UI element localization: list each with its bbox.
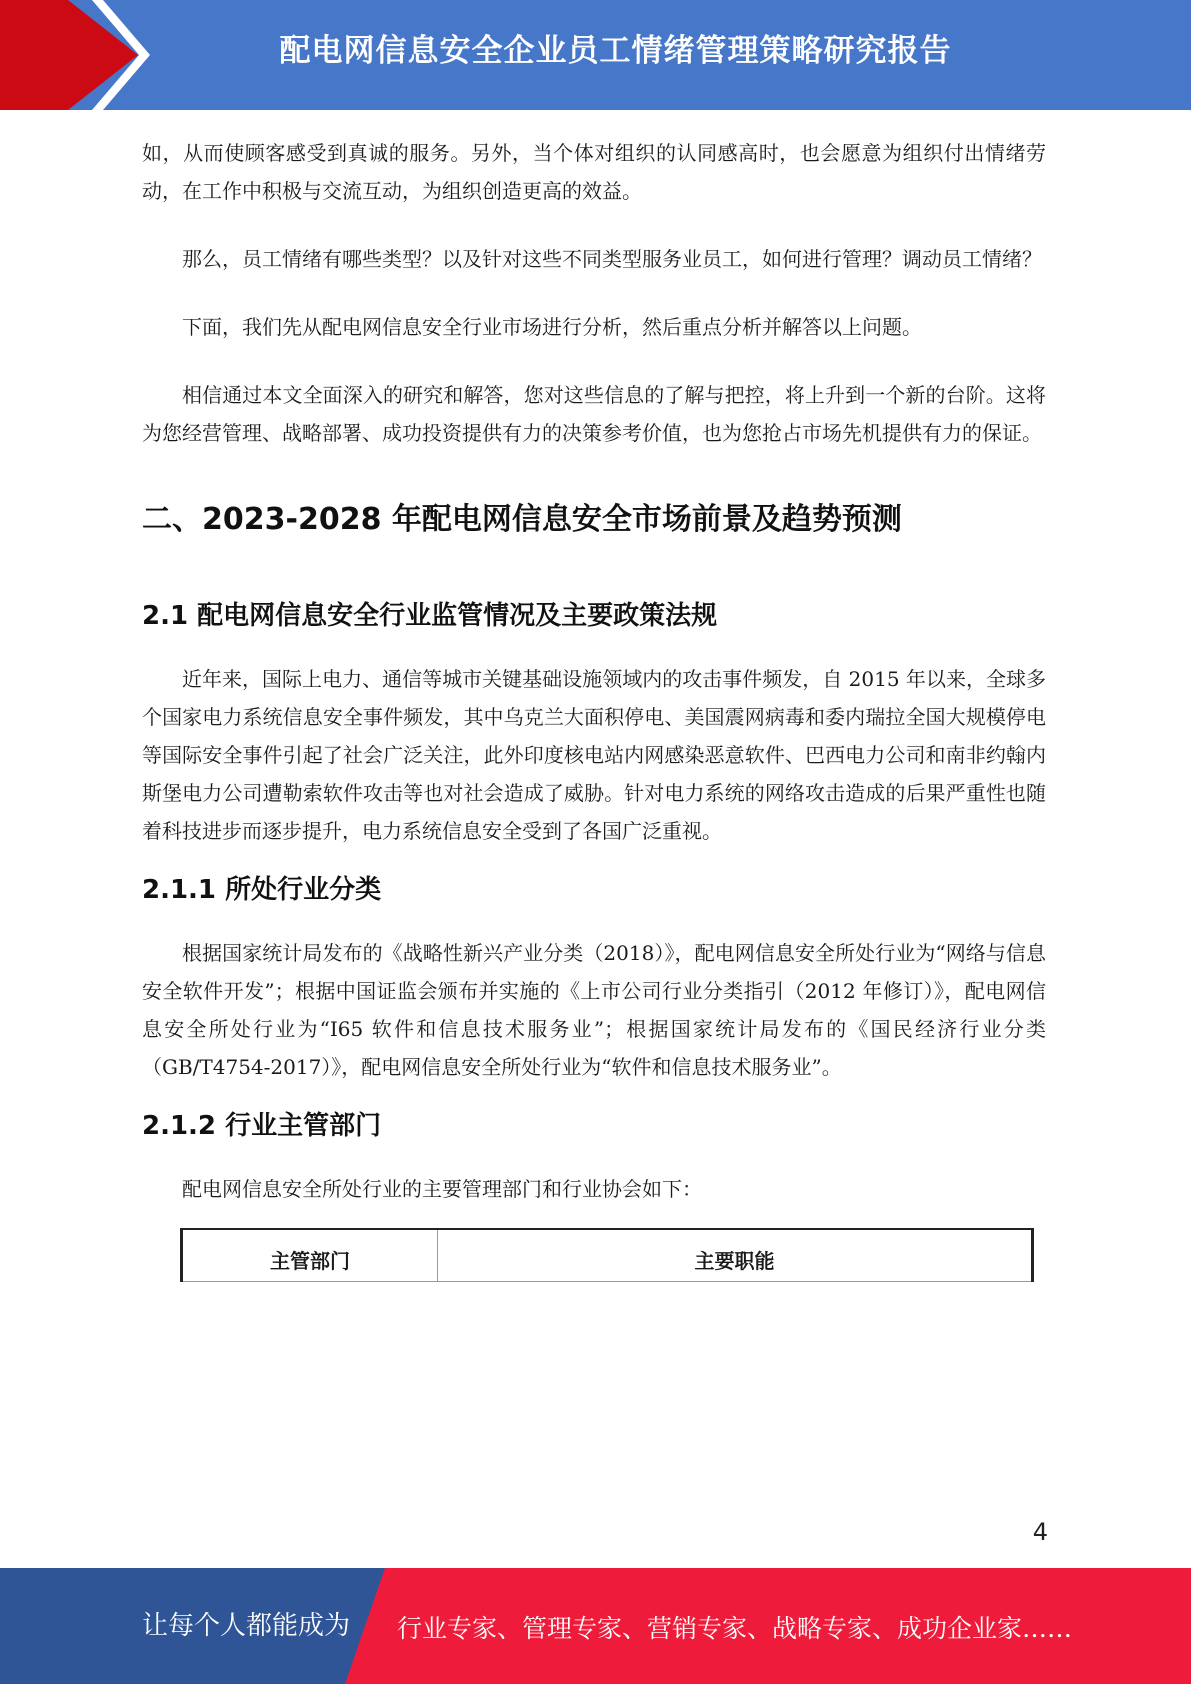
section-heading: 二、2023-2028 年配电网信息安全市场前景及趋势预测 — [142, 502, 902, 537]
page-number: 4 — [1032, 1518, 1048, 1546]
report-title: 配电网信息安全企业员工情绪管理策略研究报告 — [279, 33, 952, 69]
table-header-department: 主管部门 — [182, 1229, 438, 1282]
subsection-heading-2-1-2: 2.1.2 行业主管部门 — [142, 1111, 382, 1141]
subsection-heading-2-1-1: 2.1.1 所处行业分类 — [142, 875, 382, 905]
page-header — [0, 0, 1191, 110]
departments-table-wrapper — [180, 1228, 1034, 1282]
table-header-functions: 主要职能 — [438, 1229, 1033, 1282]
subsection-heading-2-1: 2.1 配电网信息安全行业监管情况及主要政策法规 — [142, 601, 718, 631]
page-content — [142, 134, 1046, 1282]
paragraph-continuation: 如，从而使顾客感受到真诚的服务。另外，当个体对组织的认同感高时，也会愿意为组织付出情绪劳动，在工作中积极与交流互动，为组织创造更高的效益。 — [142, 141, 1046, 203]
footer-slogan-right: 行业专家、管理专家、营销专家、战略专家、成功企业家…… — [397, 1614, 1073, 1643]
paragraph-outline: 下面，我们先从配电网信息安全行业市场进行分析，然后重点分析并解答以上问题。 — [182, 315, 922, 339]
paragraph-regulation: 近年来，国际上电力、通信等城市关键基础设施领域内的攻击事件频发，自 2015 年以来，全球多个国家电力系统信息安全事件频发，其中乌克兰大面积停电、美国震网病毒和委内瑞拉全国大规模停电等国际安全事件引起了社会广泛关注，此外印度核电站内网感染恶意软件、巴西电力公司和南非约翰内斯堡电力公司遭勒索软件攻击等也对社会造成了威胁。针对电力系统的网络攻击造成的后果严重性也随着科技进步而逐步提升，电力系统信息安全受到了各国广泛重视。 — [142, 667, 1046, 843]
paragraph-industry-classification: 根据国家统计局发布的《战略性新兴产业分类（2018）》，配电网信息安全所处行业为“网络与信息安全软件开发”；根据中国证监会颁布并实施的《上市公司行业分类指引（2012 年修订）》，配电网信息安全所处行业为“I65 软件和信息技术服务业”；根据国家统计局发布的《国民经济行业分类（GB/T4754-2017）》，配电网信息安全所处行业为“软件和信息技术服务业”。 — [142, 941, 1046, 1079]
table-header-row — [182, 1229, 1033, 1282]
paragraph-value: 相信通过本文全面深入的研究和解答，您对这些信息的了解与把控，将上升到一个新的台阶。这将为您经营管理、战略部署、成功投资提供有力的决策参考价值，也为您抢占市场先机提供有力的保证。 — [142, 383, 1046, 445]
paragraph-question: 那么，员工情绪有哪些类型？以及针对这些不同类型服务业员工，如何进行管理？调动员工情绪？ — [182, 247, 1042, 271]
paragraph-departments-intro: 配电网信息安全所处行业的主要管理部门和行业协会如下： — [182, 1177, 702, 1201]
footer-slogan-left: 让每个人都能成为 — [142, 1611, 351, 1641]
departments-table — [180, 1228, 1034, 1282]
page-footer — [0, 1568, 1191, 1684]
